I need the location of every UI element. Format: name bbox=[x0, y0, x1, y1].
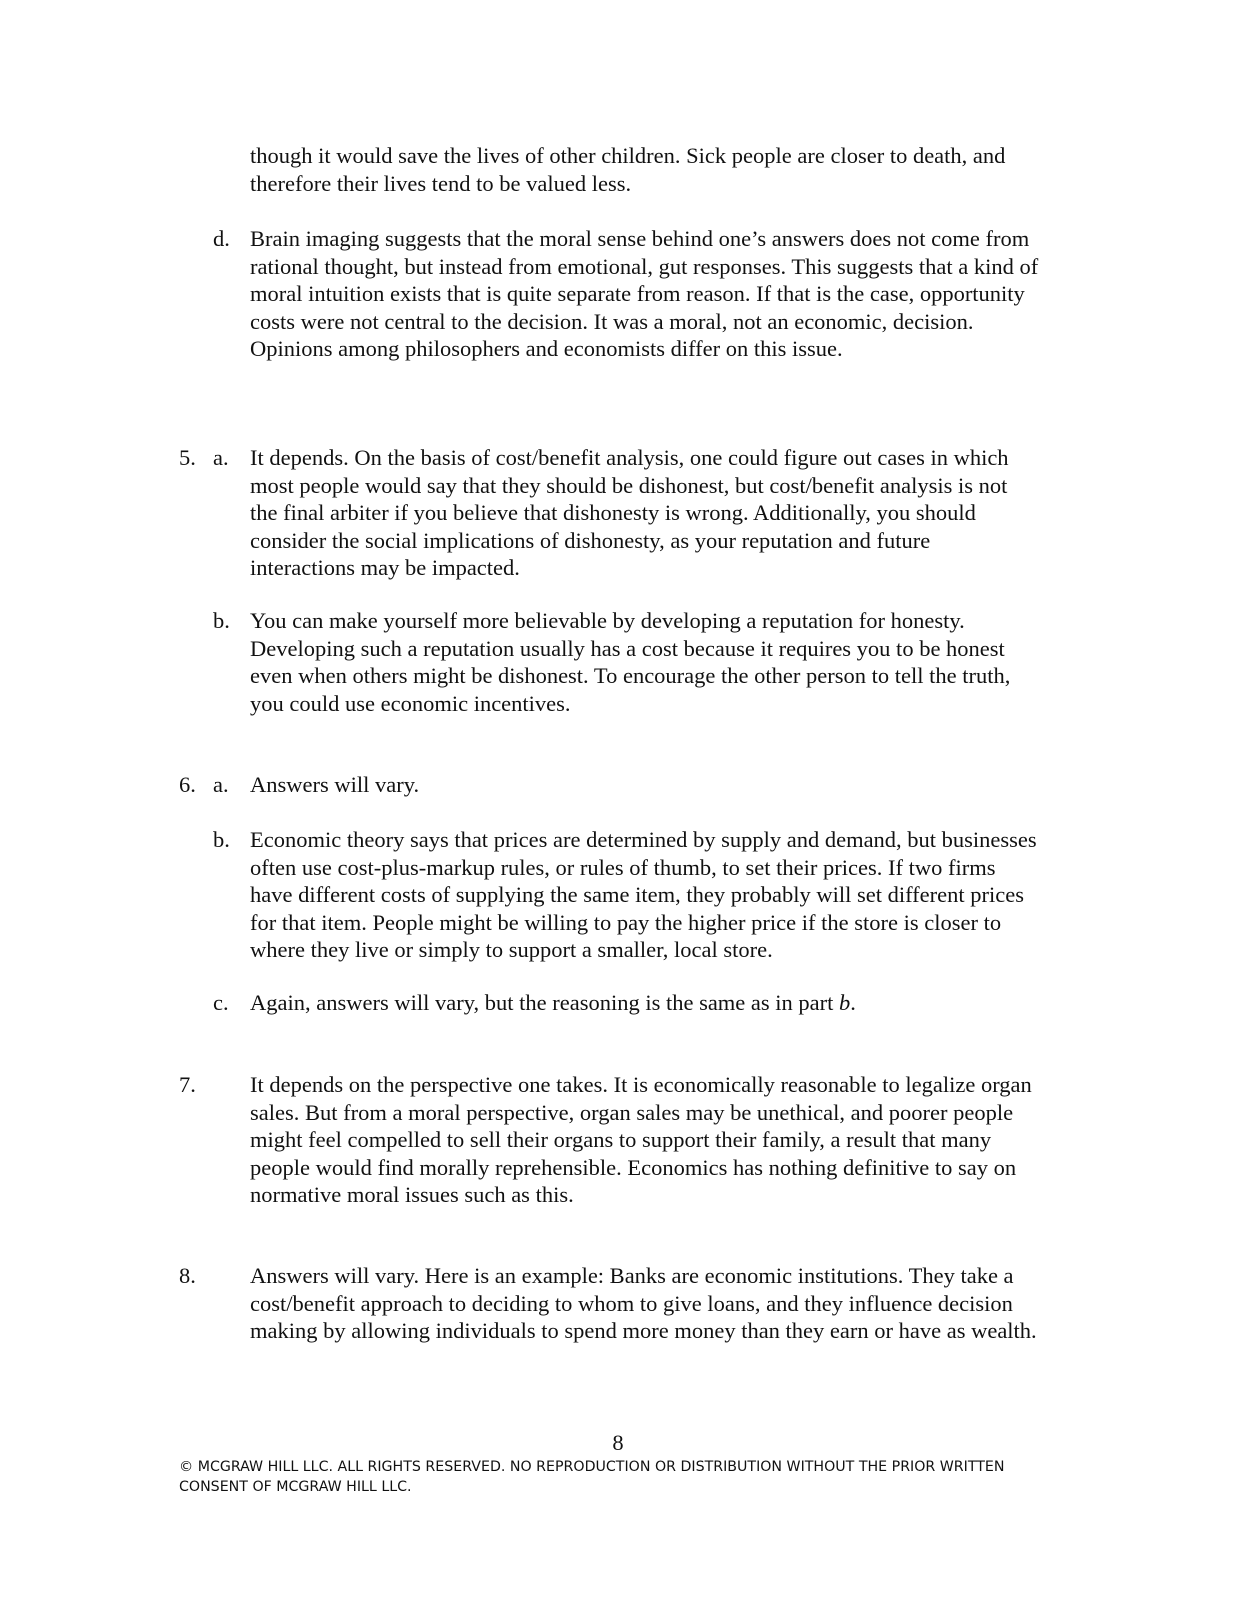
question-5a-label: a. bbox=[213, 445, 229, 470]
page-number: 8 bbox=[612, 1430, 624, 1455]
question-5-number: 5. bbox=[179, 445, 196, 470]
question-6c-text-pre: Again, answers will vary, but the reasoning is the same as in part bbox=[250, 990, 840, 1015]
question-6c-text-post: . bbox=[850, 990, 856, 1015]
question-8-text: Answers will vary. Here is an example: Banks are economic institutions. They take a cost/benefit approach to deciding to whom to give loans, and they influence decision making by allowing individuals to spend more money than they earn or have as wealth. bbox=[250, 1263, 1037, 1343]
question-6c-text-italic: b bbox=[839, 990, 851, 1015]
question-6b-label: b. bbox=[213, 827, 230, 852]
question-5b-label: b. bbox=[213, 608, 230, 633]
question-6-number: 6. bbox=[179, 772, 196, 797]
question-6c-text bbox=[250, 989, 1040, 1017]
question-6a-label: a. bbox=[213, 772, 229, 797]
question-5a-text: It depends. On the basis of cost/benefit analysis, one could figure out cases in which most people would say that they should be dishonest, but cost/benefit analysis is not the final arbiter if you believe that dishonesty is wrong. Additionally, you should consider the social implications of dishonesty, as your reputation and future interactions may be impacted. bbox=[250, 445, 1009, 580]
question-7-number: 7. bbox=[179, 1072, 196, 1097]
question-8-number: 8. bbox=[179, 1263, 196, 1288]
copyright-footer: © MCGRAW HILL LLC. ALL RIGHTS RESERVED. NO REPRODUCTION OR DISTRIBUTION WITHOUT THE PRIOR WRITTEN CONSENT OF MCGRAW HILL LLC. bbox=[179, 1459, 1005, 1495]
question-5b-text: You can make yourself more believable by developing a reputation for honesty. Developing such a reputation usually has a cost because it requires you to be honest even when others might be dishonest. To encourage the other person to tell the truth, you could use economic incentives. bbox=[250, 608, 1011, 716]
question-6a-text: Answers will vary. bbox=[250, 772, 420, 797]
answer-d-label: d. bbox=[213, 226, 230, 251]
answer-d-text: Brain imaging suggests that the moral sense behind one’s answers does not come from rational thought, but instead from emotional, gut responses. This suggests that a kind of moral intuition exists that is quite separate from reason. If that is the case, opportunity costs were not central to the decision. It was a moral, not an economic, decision. Opinions among philosophers and economists differ on this issue. bbox=[250, 226, 1039, 361]
question-7-text: It depends on the perspective one takes. It is economically reasonable to legalize organ sales. But from a moral perspective, organ sales may be unethical, and poorer people might feel compelled to sell their organs to support their family, a result that many people would find morally reprehensible. Economics has nothing definitive to say on normative moral issues such as this. bbox=[250, 1072, 1032, 1207]
question-6b-text: Economic theory says that prices are determined by supply and demand, but businesses often use cost-plus-markup rules, or rules of thumb, to set their prices. If two firms have different costs of supplying the same item, they probably will set different prices for that item. People might be willing to pay the higher price if the store is closer to where they live or simply to support a smaller, local store. bbox=[250, 827, 1037, 962]
answer-c-continuation: though it would save the lives of other children. Sick people are closer to death, and therefore their lives tend to be valued less. bbox=[250, 143, 1006, 196]
question-6c-label: c. bbox=[213, 990, 229, 1015]
